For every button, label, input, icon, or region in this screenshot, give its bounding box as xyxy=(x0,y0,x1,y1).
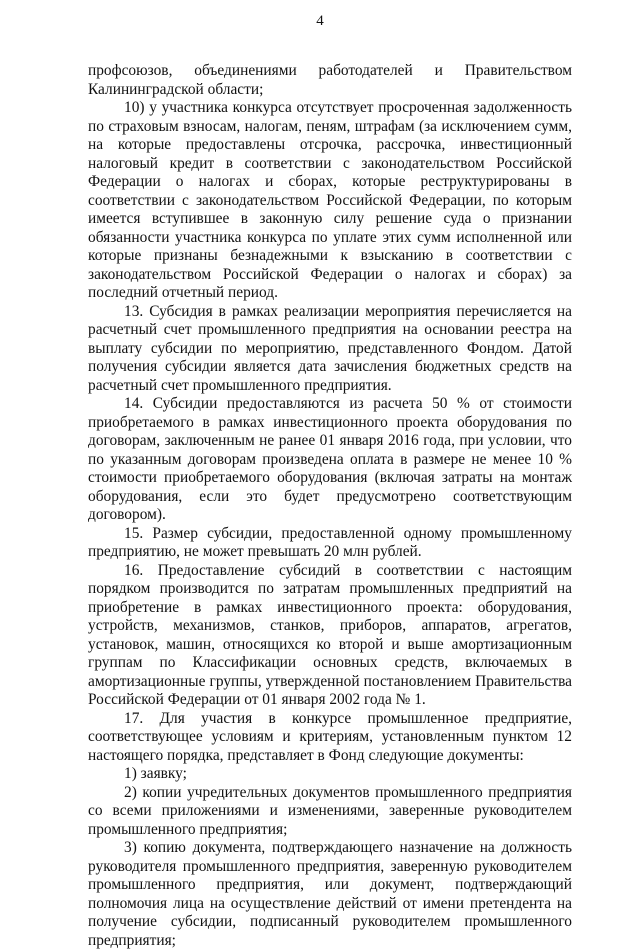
paragraph-17: 17. Для участия в конкурсе промышленное предприятие, соответствующее условиям и критериям, установленным пунктом 12 настоящего порядка, представляет в Фонд следующие документы: xyxy=(88,709,572,764)
paragraph-13: 13. Субсидия в рамках реализации мероприятия перечисляется на расчетный счет промышленного предприятия на основании реестра на выплату субсидии по мероприятию, представленного Фондом. Датой получения субсидии является дата зачисления бюджетных средств на расчетный счет промышленного предприятия. xyxy=(88,302,572,394)
paragraph-item-10: 10) у участника конкурса отсутствует просроченная задолженность по страховым взносам, налогам, пеням, штрафам (за исключением сумм, на которые предоставлены отсрочка, рассрочка, инвестиционный налоговый кредит в соответствии с законодательством Российской Федерации о налогах и сборах, которые реструктурированы в соответствии с законодательством Российской Федерации, по которым имеется вступившее в законную силу решение суда о признании обязанности участника конкурса по уплате этих сумм исполненной или которые признаны безнадежными к взысканию в соответствии с законодательством Российской Федерации о налогах и сборах) за последний отчетный период. xyxy=(88,99,572,301)
list-item-3: 3) копию документа, подтверждающего назначение на должность руководителя промышленного предприятия, заверенную руководителем промышленного предприятия, или документ, подтверждающий полномочия лица на осуществление действий от имени претендента на получение субсидии, подписанный руководителем промышленного предприятия; xyxy=(88,839,572,949)
list-item-1: 1) заявку; xyxy=(124,765,187,782)
list-item-2: 2) копии учредительных документов промышленного предприятия со всеми приложениями и изменениями, заверенные руководителем промышленного предприятия; xyxy=(88,783,572,838)
paragraph-15: 15. Размер субсидии, предоставленной одному промышленному предприятию, не может превышать 20 млн рублей. xyxy=(88,524,572,560)
page-number: 4 xyxy=(316,13,324,29)
paragraph-continuation: профсоюзов, объединениями работодателей и Правительством Калининградской области; xyxy=(88,62,572,98)
paragraph-14: 14. Субсидии предоставляются из расчета 50 % от стоимости приобретаемого в рамках инвестиционного проекта оборудования по договорам, заключенным не ранее 01 января 2016 года, при условии, что по указанным договорам произведена оплата в размере не менее 10 % стоимости приобретаемого оборудования (включая затраты на монтаж оборудования, если это будет предусмотрено соответствующим договором). xyxy=(88,395,572,523)
paragraph-16: 16. Предоставление субсидий в соответствии с настоящим порядком производится по затратам промышленных предприятий на приобретение в рамках инвестиционного проекта: оборудования, устройств, механизмов, станков, приборов, аппаратов, агрегатов, установок, машин, относящихся ко второй и выше амортизационным группам по Классификации основных средств, включаемых в амортизационные группы, утвержденной постановлением Правительства Российской Федерации от 01 января 2002 года № 1. xyxy=(88,561,572,708)
document-body xyxy=(88,62,572,950)
